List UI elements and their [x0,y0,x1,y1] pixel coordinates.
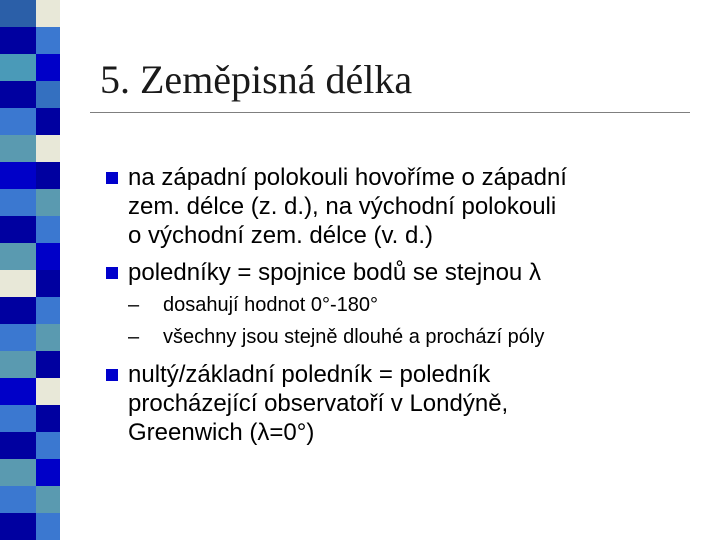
bullet-text: na západní polokouli hovoříme o západní [128,164,567,191]
subbullet-text: dosahují hodnot 0°-180° [163,294,379,316]
title-divider [90,112,690,113]
subbullet-text: všechny jsou stejně dlouhé a prochází póly [163,326,545,348]
page-title: 5. Zeměpisná délka [100,57,413,102]
subbullet-dash: – [128,326,140,348]
decorative-side-stripe [0,0,60,540]
bullet-text: Greenwich (λ=0°) [128,419,315,446]
bullet-marker [106,267,118,279]
bullet-text: o východní zem. délce (v. d.) [128,222,434,249]
bullet-text: zem. délce (z. d.), na východní polokouli [128,193,557,220]
bullet-marker [106,172,118,184]
subbullet-dash: – [128,294,140,316]
bullet-text: poledníky = spojnice bodů se stejnou λ [128,259,541,286]
bullet-marker [106,369,118,381]
bullet-text: procházející observatoří v Londýně, [128,390,509,417]
bullet-text: nultý/základní poledník = poledník [128,361,491,388]
